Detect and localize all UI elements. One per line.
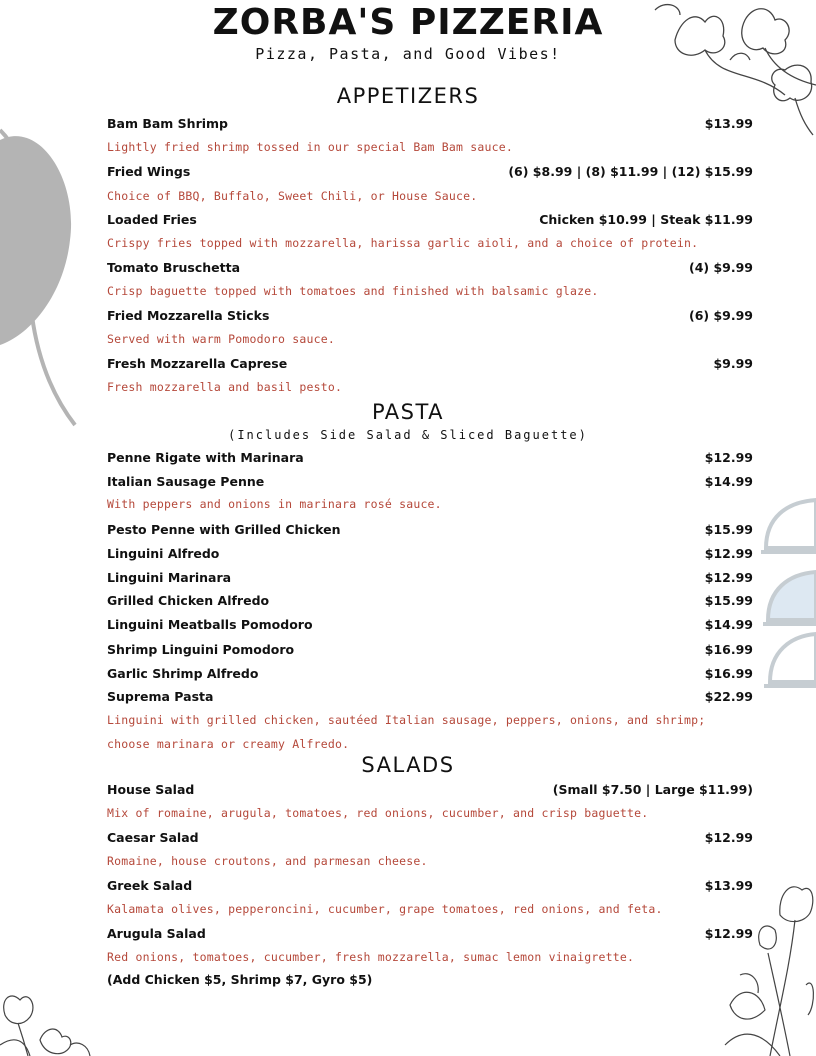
item-price: $12.99 [704, 449, 753, 465]
item-price: $22.99 [704, 688, 753, 704]
item-price: $14.99 [704, 616, 753, 632]
item-price: $12.99 [704, 829, 753, 845]
item-description: Fresh mozzarella and basil pesto. [107, 380, 343, 394]
item-description: Kalamata olives, pepperoncini, cucumber, grape tomatoes, red onions, and feta. [107, 902, 663, 916]
item-price: (6) $8.99 | (8) $11.99 | (12) $15.99 [508, 163, 753, 179]
item-name: House Salad [107, 781, 195, 797]
item-description: Crisp baguette topped with tomatoes and finished with balsamic glaze. [107, 284, 599, 298]
salad-addons: (Add Chicken $5, Shrimp $7, Gyro $5) [107, 972, 373, 987]
menu-item [107, 614, 753, 634]
item-description: Lightly fried shrimp tossed in our special Bam Bam sauce. [107, 140, 514, 154]
item-price: $15.99 [704, 521, 753, 537]
menu-item [107, 161, 753, 181]
item-price: $12.99 [704, 925, 753, 941]
item-name: Linguini Meatballs Pomodoro [107, 616, 313, 632]
flower-sketch-bottom-left [0, 985, 95, 1056]
menu-item [107, 305, 753, 325]
item-name: Pesto Penne with Grilled Chicken [107, 521, 341, 537]
item-price: $14.99 [704, 473, 753, 489]
item-price: Chicken $10.99 | Steak $11.99 [539, 211, 753, 227]
menu-item [107, 353, 753, 373]
item-name: Caesar Salad [107, 829, 199, 845]
item-price: $9.99 [713, 355, 753, 371]
menu-item [107, 567, 753, 587]
item-description: Romaine, house croutons, and parmesan cheese. [107, 854, 428, 868]
menu-item [107, 113, 753, 133]
item-price: $12.99 [704, 545, 753, 561]
cloche-decoration-right [758, 490, 816, 700]
menu-item [107, 471, 753, 491]
pasta-note: (Includes Side Salad & Sliced Baguette) [228, 428, 588, 442]
item-description: Served with warm Pomodoro sauce. [107, 332, 335, 346]
item-name: Linguini Marinara [107, 569, 232, 585]
item-price: $15.99 [704, 592, 753, 608]
item-name: Linguini Alfredo [107, 545, 220, 561]
menu-item [107, 875, 753, 895]
item-price: (6) $9.99 [688, 307, 753, 323]
item-name: Greek Salad [107, 877, 193, 893]
item-price: (Small $7.50 | Large $11.99) [552, 781, 753, 797]
item-description: With peppers and onions in marinara rosé sauce. [107, 497, 442, 511]
item-name: Italian Sausage Penne [107, 473, 265, 489]
menu-item [107, 257, 753, 277]
item-price: $16.99 [704, 641, 753, 657]
item-name: Arugula Salad [107, 925, 206, 941]
item-name: Bam Bam Shrimp [107, 115, 229, 131]
menu-item [107, 827, 753, 847]
menu-item [107, 779, 753, 799]
item-name: Garlic Shrimp Alfredo [107, 665, 259, 681]
item-name: Shrimp Linguini Pomodoro [107, 641, 295, 657]
menu-item [107, 519, 753, 539]
leaf-decoration-left [0, 120, 90, 440]
item-name: Grilled Chicken Alfredo [107, 592, 270, 608]
item-name: Fresh Mozzarella Caprese [107, 355, 288, 371]
menu-item [107, 639, 753, 659]
item-description: Linguini with grilled chicken, sautéed Italian sausage, peppers, onions, and shrimp; choose marinara or creamy Alfredo. [107, 713, 706, 751]
menu-item [107, 447, 753, 467]
item-price: $12.99 [704, 569, 753, 585]
menu-item [107, 663, 753, 683]
item-description: Red onions, tomatoes, cucumber, fresh mozzarella, sumac lemon vinaigrette. [107, 950, 635, 964]
menu-item [107, 686, 753, 706]
restaurant-title: ZORBA'S PIZZERIA [212, 2, 604, 43]
menu-item [107, 209, 753, 229]
menu-item [107, 590, 753, 610]
item-name: Penne Rigate with Marinara [107, 449, 304, 465]
menu-item [107, 923, 753, 943]
tagline: Pizza, Pasta, and Good Vibes! [255, 45, 561, 63]
menu-item [107, 543, 753, 563]
item-name: Tomato Bruschetta [107, 259, 241, 275]
item-name: Suprema Pasta [107, 688, 214, 704]
item-description: Choice of BBQ, Buffalo, Sweet Chili, or House Sauce. [107, 189, 478, 203]
section-heading-pasta: PASTA [371, 400, 445, 424]
item-price: $16.99 [704, 665, 753, 681]
item-name: Fried Wings [107, 163, 191, 179]
item-price: (4) $9.99 [688, 259, 753, 275]
item-price: $13.99 [704, 877, 753, 893]
item-description: Mix of romaine, arugula, tomatoes, red onions, cucumber, and crisp baguette. [107, 806, 649, 820]
section-heading-appetizers: APPETIZERS [336, 84, 480, 108]
item-name: Loaded Fries [107, 211, 197, 227]
item-description: Crispy fries topped with mozzarella, harissa garlic aioli, and a choice of protein. [107, 236, 699, 250]
item-name: Fried Mozzarella Sticks [107, 307, 270, 323]
item-price: $13.99 [704, 115, 753, 131]
section-heading-salads: SALADS [361, 753, 455, 777]
